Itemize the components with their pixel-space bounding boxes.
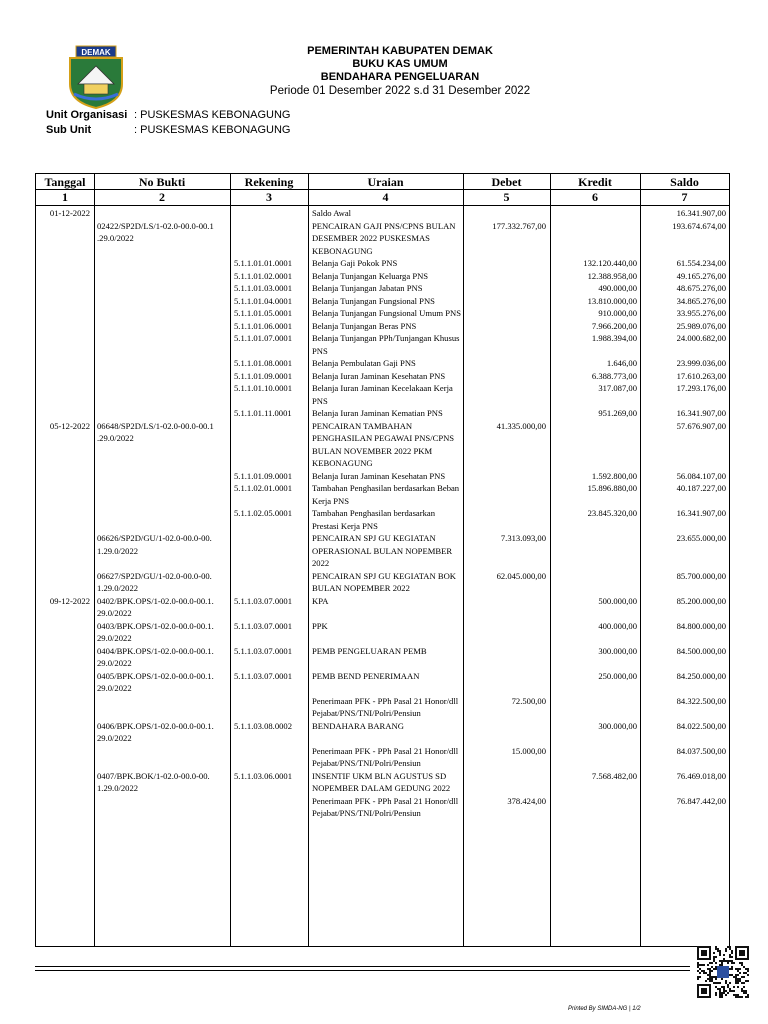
- cell-bukti: 0407/BPK.BOK/1-02.0-00.0-00. 1.29.0/2022: [97, 770, 210, 793]
- cell-tanggal: [36, 507, 94, 532]
- table-row: [36, 770, 729, 795]
- cell-rekening: [230, 745, 308, 770]
- cell-kredit: 910.000,00: [598, 308, 637, 318]
- cell-kredit: [550, 745, 640, 770]
- cell-rekening: 5.1.1.01.11.0001: [234, 408, 292, 418]
- cell-tanggal: [36, 295, 94, 308]
- cell-saldo: 84.322.500,00: [676, 695, 726, 706]
- cell-tanggal: 09-12-2022: [49, 595, 90, 606]
- cell-saldo: 16.341.907,00: [676, 408, 726, 418]
- cell-tanggal: [36, 470, 94, 483]
- table-row: [36, 370, 729, 383]
- cell-rekening: 5.1.1.03.07.0001: [234, 595, 293, 606]
- cell-saldo: 76.847.442,00: [676, 795, 726, 806]
- cell-uraian: PENCAIRAN SPJ GU KEGIATAN OPERASIONAL BULAN NOPEMBER 2022: [312, 533, 453, 568]
- cell-saldo: 33.955.276,00: [676, 308, 726, 318]
- table-row: [36, 332, 729, 357]
- cell-saldo: 49.165.276,00: [676, 270, 726, 281]
- cell-saldo: 76.469.018,00: [676, 770, 726, 781]
- cell-saldo: 193.674.674,00: [672, 220, 726, 231]
- cell-saldo: 40.187.227,00: [676, 483, 726, 493]
- cell-saldo: 84.022.500,00: [676, 720, 726, 731]
- cell-debet: [463, 357, 550, 370]
- cell-uraian: Penerimaan PFK - PPh Pasal 21 Honor/dll Pejabat/PNS/TNI/Polri/Pensiun: [312, 795, 459, 818]
- cell-tanggal: [36, 332, 94, 357]
- cell-debet: 41.335.000,00: [496, 420, 546, 431]
- cell-bukti: [94, 695, 230, 720]
- table-row: [36, 220, 729, 258]
- cell-uraian: Penerimaan PFK - PPh Pasal 21 Honor/dll Pejabat/PNS/TNI/Polri/Pensiun: [312, 695, 459, 718]
- table-row: [36, 482, 729, 507]
- cell-debet: [463, 470, 550, 483]
- table-row: [36, 570, 729, 595]
- cell-bukti: [94, 795, 230, 820]
- demak-logo: [66, 44, 126, 110]
- cell-kredit: 1.592.800,00: [591, 470, 637, 481]
- cell-uraian: Penerimaan PFK - PPh Pasal 21 Honor/dll Pejabat/PNS/TNI/Polri/Pensiun: [312, 745, 459, 768]
- cell-uraian: Belanja Pembulatan Gaji PNS: [312, 358, 416, 368]
- cell-rekening: 5.1.1.01.03.0001: [234, 283, 293, 293]
- cell-saldo: 25.989.076,00: [676, 320, 726, 331]
- cell-uraian: PENCAIRAN GAJI PNS/CPNS BULAN DESEMBER 2022 PUSKESMAS KEBONAGUNG: [312, 220, 456, 256]
- table-row: [36, 670, 729, 695]
- cell-debet: 72.500,00: [511, 695, 546, 706]
- colnum-5: 5: [503, 190, 510, 204]
- cell-tanggal: [36, 282, 94, 295]
- cell-tanggal: [36, 620, 94, 645]
- cell-tanggal: [36, 645, 94, 670]
- cell-uraian: Belanja Gaji Pokok PNS: [312, 258, 398, 268]
- cell-bukti: [94, 357, 230, 370]
- cell-kredit: 500.000,00: [598, 595, 637, 606]
- cell-kredit: [550, 695, 640, 720]
- cell-kredit: 12.388.958,00: [587, 270, 637, 281]
- unit-label: Unit Organisasi: [46, 109, 128, 121]
- header-debet: Debet: [491, 175, 522, 189]
- cell-uraian: Belanja Tunjangan Jabatan PNS: [312, 283, 423, 293]
- cell-rekening: 5.1.1.01.05.0001: [234, 308, 293, 318]
- cell-rekening: 5.1.1.01.10.0001: [234, 383, 293, 393]
- cell-rekening: 5.1.1.01.06.0001: [234, 320, 293, 331]
- cell-kredit: 132.120.440,00: [583, 258, 637, 268]
- colnum-3: 3: [266, 190, 272, 204]
- cell-kredit: [550, 207, 640, 220]
- table-row: [36, 507, 729, 532]
- cell-debet: [463, 670, 550, 695]
- cell-bukti: 0402/BPK.OPS/1-02.0-00.0-00.1. 29.0/2022: [97, 595, 214, 618]
- cell-debet: [463, 332, 550, 357]
- table-row: [36, 270, 729, 283]
- cell-debet: [463, 595, 550, 620]
- cell-tanggal: [36, 670, 94, 695]
- cell-tanggal: [36, 370, 94, 383]
- cell-kredit: [550, 532, 640, 570]
- cell-saldo: 57.676.907,00: [676, 420, 726, 431]
- cell-bukti: 0404/BPK.OPS/1-02.0-00.0-00.1. 29.0/2022: [97, 645, 214, 668]
- cell-uraian: Belanja Tunjangan Fungsional PNS: [312, 295, 435, 306]
- cell-uraian: Belanja Iuran Jaminan Kesehatan PNS: [312, 470, 446, 481]
- cell-kredit: 300.000,00: [598, 645, 637, 656]
- cell-bukti: [94, 745, 230, 770]
- cell-kredit: 317.087,00: [598, 383, 637, 393]
- cell-saldo: 23.655.000,00: [676, 533, 726, 543]
- cell-tanggal: [36, 770, 94, 795]
- cell-debet: [463, 270, 550, 283]
- cell-tanggal: 01-12-2022: [49, 208, 90, 218]
- cell-bukti: [94, 382, 230, 407]
- treasurer-title: BENDAHARA PENGELUARAN: [320, 71, 480, 83]
- cell-uraian: Belanja Iuran Jaminan Kecelakaan Kerja PNS: [312, 383, 453, 406]
- table-row: [36, 295, 729, 308]
- cell-kredit: 300.000,00: [598, 720, 637, 731]
- table-row: [36, 407, 729, 420]
- header-rekening: Rekening: [244, 175, 294, 189]
- cell-bukti: 0403/BPK.OPS/1-02.0-00.0-00.1. 29.0/2022: [97, 620, 214, 643]
- cell-rekening: 5.1.1.01.09.0001: [234, 470, 293, 481]
- cell-debet: 177.332.767,00: [492, 220, 546, 231]
- cell-tanggal: [36, 257, 94, 270]
- cell-saldo: 61.554.234,00: [676, 258, 726, 268]
- cell-debet: 7.313.093,00: [500, 533, 546, 543]
- cell-bukti: [94, 507, 230, 532]
- cell-debet: 15.000,00: [511, 745, 546, 756]
- cell-bukti: [94, 470, 230, 483]
- cell-rekening: 5.1.1.03.07.0001: [234, 620, 293, 631]
- subunit-label: Sub Unit: [46, 124, 92, 136]
- table-row: [36, 745, 729, 770]
- cell-debet: [463, 645, 550, 670]
- cell-debet: [463, 295, 550, 308]
- cell-kredit: [550, 570, 640, 595]
- printed-by: Printed By SIMDA-NG | 1/2: [568, 1006, 641, 1012]
- cell-rekening: [230, 570, 308, 595]
- unit-organisasi-row: [46, 109, 290, 121]
- cell-bukti: [94, 320, 230, 333]
- cell-tanggal: [36, 532, 94, 570]
- government-name: PEMERINTAH KABUPATEN DEMAK: [307, 45, 493, 57]
- header-kredit: Kredit: [578, 175, 612, 189]
- cell-debet: [463, 320, 550, 333]
- cell-bukti: [94, 295, 230, 308]
- cell-debet: [463, 282, 550, 295]
- cell-uraian: Belanja Tunjangan Keluarga PNS: [312, 270, 429, 281]
- cell-kredit: 7.568.482,00: [591, 770, 637, 781]
- table-row: [36, 320, 729, 333]
- cell-kredit: 6.388.773,00: [591, 370, 637, 381]
- cell-rekening: 5.1.1.03.08.0002: [234, 720, 293, 731]
- cell-debet: [463, 370, 550, 383]
- header-tanggal: Tanggal: [44, 175, 86, 189]
- cell-saldo: 17.293.176,00: [676, 383, 726, 393]
- cell-debet: [463, 307, 550, 320]
- header-no-bukti: No Bukti: [138, 175, 186, 189]
- colnum-6: 6: [592, 190, 598, 204]
- cell-rekening: [230, 532, 308, 570]
- cell-saldo: 23.999.036,00: [676, 358, 726, 368]
- cell-uraian: PPK: [312, 620, 328, 631]
- cell-uraian: PEMB PENGELUARAN PEMB: [312, 645, 427, 656]
- cell-uraian: Tambahan Penghasilan berdasarkan Beban Kerja PNS: [312, 483, 460, 506]
- table-row: [36, 720, 729, 745]
- cell-uraian: Saldo Awal: [312, 208, 352, 218]
- table-row: [36, 620, 729, 645]
- table-row: [36, 257, 729, 270]
- cell-kredit: 951.269,00: [598, 408, 637, 418]
- cell-kredit: 15.896.880,00: [587, 483, 637, 493]
- cell-debet: [463, 207, 550, 220]
- cell-saldo: 48.675.276,00: [676, 283, 726, 293]
- cell-tanggal: [36, 695, 94, 720]
- header-saldo: Saldo: [670, 175, 699, 189]
- cell-rekening: [230, 420, 308, 470]
- cell-bukti: [94, 257, 230, 270]
- cell-uraian: INSENTIF UKM BLN AGUSTUS SD NOPEMBER DALAM GEDUNG 2022: [312, 770, 451, 793]
- header-uraian: Uraian: [367, 175, 404, 189]
- cell-kredit: [550, 795, 640, 820]
- document-header: [150, 45, 650, 98]
- footer-rule-2: [35, 970, 690, 971]
- table-row: [36, 595, 729, 620]
- cell-bukti: [94, 482, 230, 507]
- cell-saldo: 84.500.000,00: [676, 645, 726, 656]
- cell-saldo: 24.000.682,00: [676, 333, 726, 343]
- unit-value: : PUSKESMAS KEBONAGUNG: [134, 109, 291, 121]
- cell-bukti: [94, 270, 230, 283]
- cell-debet: 62.045.000,00: [496, 570, 546, 581]
- sub-unit-row: [46, 124, 290, 136]
- cell-bukti: 06627/SP2D/GU/1-02.0-00.0-00. 1.29.0/2022: [97, 570, 212, 593]
- cell-tanggal: [36, 220, 94, 258]
- cell-rekening: 5.1.1.01.02.0001: [234, 270, 293, 281]
- cell-debet: [463, 382, 550, 407]
- cell-uraian: PEMB BEND PENERIMAAN: [312, 670, 420, 681]
- ledger-table: [35, 173, 730, 947]
- cell-tanggal: [36, 382, 94, 407]
- table-row: [36, 532, 729, 570]
- cell-bukti: 06626/SP2D/GU/1-02.0-00.0-00. 1.29.0/2022: [97, 533, 212, 556]
- cell-rekening: 5.1.1.02.01.0001: [234, 483, 293, 493]
- cell-kredit: 23.845.320,00: [587, 508, 637, 518]
- cell-uraian: Tambahan Penghasilan berdasarkan Prestasi Kerja PNS: [312, 508, 436, 531]
- colnum-4: 4: [382, 190, 389, 204]
- cell-uraian: PENCAIRAN TAMBAHAN PENGHASILAN PEGAWAI PNS/CPNS BULAN NOVEMBER 2022 PKM KEBONAGUNG: [312, 420, 455, 468]
- cell-kredit: 13.810.000,00: [587, 295, 637, 306]
- book-title: BUKU KAS UMUM: [352, 58, 448, 70]
- footer-rule: [35, 966, 690, 967]
- cell-tanggal: [36, 482, 94, 507]
- cell-debet: [463, 507, 550, 532]
- cell-saldo: 85.700.000,00: [676, 570, 726, 581]
- cell-uraian: Belanja Tunjangan Beras PNS: [312, 320, 417, 331]
- ledger-rows: [36, 207, 729, 820]
- cell-bukti: [94, 207, 230, 220]
- table-row: [36, 357, 729, 370]
- cell-saldo: 16.341.907,00: [676, 208, 726, 218]
- cell-tanggal: [36, 720, 94, 745]
- cell-kredit: [550, 220, 640, 258]
- cell-bukti: 06648/SP2D/LS/1-02.0-00.0-00.1 .29.0/2022: [97, 420, 214, 443]
- cell-tanggal: [36, 307, 94, 320]
- cell-uraian: BENDAHARA BARANG: [312, 720, 404, 731]
- subunit-value: : PUSKESMAS KEBONAGUNG: [134, 124, 291, 136]
- cell-tanggal: [36, 270, 94, 283]
- cell-saldo: 17.610.263,00: [676, 370, 726, 381]
- cell-debet: [463, 257, 550, 270]
- table-row: [36, 382, 729, 407]
- cell-rekening: 5.1.1.01.01.0001: [234, 258, 293, 268]
- cell-saldo: 85.200.000,00: [676, 595, 726, 606]
- svg-text:DEMAK: DEMAK: [81, 48, 111, 57]
- colnum-2: 2: [159, 190, 165, 204]
- cell-debet: [463, 770, 550, 795]
- cell-rekening: 5.1.1.03.06.0001: [234, 770, 293, 781]
- table-row: [36, 645, 729, 670]
- cell-tanggal: [36, 320, 94, 333]
- qr-code: [697, 946, 749, 998]
- cell-saldo: 84.800.000,00: [676, 620, 726, 631]
- cell-rekening: 5.1.1.01.08.0001: [234, 358, 293, 368]
- cell-saldo: 34.865.276,00: [676, 295, 726, 306]
- cell-tanggal: [36, 795, 94, 820]
- table-row: [36, 795, 729, 820]
- cell-saldo: 84.250.000,00: [676, 670, 726, 681]
- cell-bukti: [94, 407, 230, 420]
- period: Periode 01 Desember 2022 s.d 31 Desember 2022: [269, 85, 531, 97]
- cell-rekening: 5.1.1.01.09.0001: [234, 370, 293, 381]
- cell-kredit: 1.988.394,00: [591, 333, 637, 343]
- cell-kredit: [550, 420, 640, 470]
- table-row: [36, 695, 729, 720]
- table-row: [36, 420, 729, 470]
- cell-saldo: 16.341.907,00: [676, 508, 726, 518]
- cell-uraian: Belanja Tunjangan Fungsional Umum PNS: [312, 308, 461, 318]
- colnum-1: 1: [62, 190, 68, 204]
- cell-rekening: 5.1.1.01.04.0001: [234, 295, 293, 306]
- cell-kredit: 400.000,00: [598, 620, 637, 631]
- cell-bukti: [94, 370, 230, 383]
- cell-uraian: Belanja Iuran Jaminan Kematian PNS: [312, 408, 443, 418]
- cell-uraian: Belanja Tunjangan PPh/Tunjangan Khusus PNS: [312, 333, 460, 356]
- cell-tanggal: [36, 570, 94, 595]
- cell-bukti: 0405/BPK.OPS/1-02.0-00.0-00.1. 29.0/2022: [97, 670, 214, 693]
- cell-rekening: 5.1.1.03.07.0001: [234, 645, 293, 656]
- cell-rekening: [230, 207, 308, 220]
- cell-uraian: Belanja Iuran Jaminan Kesehatan PNS: [312, 370, 446, 381]
- table-row: [36, 470, 729, 483]
- cell-kredit: 490.000,00: [598, 283, 637, 293]
- cell-bukti: [94, 332, 230, 357]
- cell-uraian: PENCAIRAN SPJ GU KEGIATAN BOK BULAN NOPEMBER 2022: [312, 570, 456, 593]
- cell-rekening: [230, 220, 308, 258]
- cell-saldo: 56.084.107,00: [676, 470, 726, 481]
- cell-rekening: 5.1.1.03.07.0001: [234, 670, 293, 681]
- cell-kredit: 7.966.200,00: [591, 320, 637, 331]
- cell-bukti: 02422/SP2D/LS/1-02.0-00.0-00.1 .29.0/2022: [97, 220, 214, 243]
- cell-bukti: [94, 282, 230, 295]
- table-row: [36, 307, 729, 320]
- cell-debet: [463, 620, 550, 645]
- cell-tanggal: 05-12-2022: [49, 420, 90, 431]
- cell-kredit: 250.000,00: [598, 670, 637, 681]
- cell-bukti: 0406/BPK.OPS/1-02.0-00.0-00.1. 29.0/2022: [97, 720, 214, 743]
- cell-rekening: 5.1.1.01.07.0001: [234, 333, 293, 343]
- cell-rekening: [230, 795, 308, 820]
- cell-debet: 378.424,00: [507, 795, 546, 806]
- cell-debet: [463, 720, 550, 745]
- cell-saldo: 84.037.500,00: [676, 745, 726, 756]
- cell-tanggal: [36, 357, 94, 370]
- cell-tanggal: [36, 745, 94, 770]
- cell-kredit: 1.646,00: [606, 358, 637, 368]
- cell-rekening: 5.1.1.02.05.0001: [234, 508, 293, 518]
- cell-bukti: [94, 307, 230, 320]
- colnum-7: 7: [681, 190, 688, 204]
- cell-tanggal: [36, 407, 94, 420]
- cell-debet: [463, 482, 550, 507]
- cell-rekening: [230, 695, 308, 720]
- cell-debet: [463, 407, 550, 420]
- table-row: [36, 207, 729, 220]
- cell-uraian: KPA: [312, 595, 329, 606]
- table-row: [36, 282, 729, 295]
